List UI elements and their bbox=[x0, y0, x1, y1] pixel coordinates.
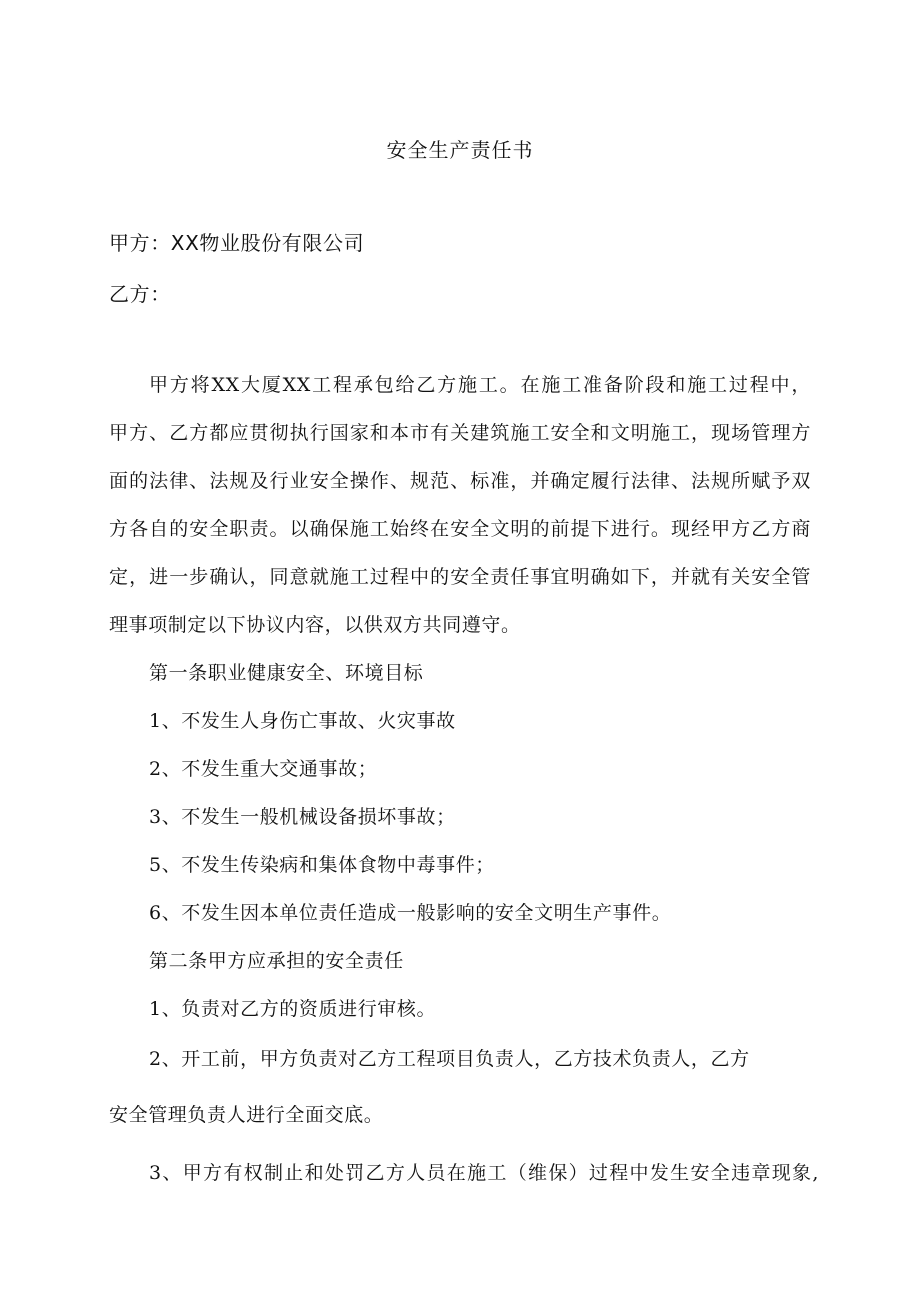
intro-line: 方各自的安全职责。以确保施工始终在安全文明的前提下进行。现经甲方乙方商 bbox=[109, 518, 811, 540]
article1-item: 1、不发生人身伤亡事故、火灾事故 bbox=[149, 710, 456, 732]
article1-item: 2、不发生重大交通事故； bbox=[149, 758, 378, 780]
intro-line: 面的法律、法规及行业安全操作、规范、标准，并确定履行法律、法规所赋予双 bbox=[109, 470, 811, 492]
party-a: 甲方：XX物业股份有限公司 bbox=[109, 231, 365, 255]
article1-title: 第一条职业健康安全、环境目标 bbox=[149, 662, 424, 684]
article1-item: 3、不发生一般机械设备损坏事故； bbox=[149, 806, 456, 828]
party-b: 乙方： bbox=[109, 282, 171, 306]
article2-title: 第二条甲方应承担的安全责任 bbox=[149, 950, 404, 972]
intro-line: 甲方、乙方都应贯彻执行国家和本市有关建筑施工安全和文明施工，现场管理方 bbox=[109, 422, 811, 444]
intro-line: 理事项制定以下协议内容，以供双方共同遵守。 bbox=[109, 614, 521, 636]
article2-item: 2、开工前，甲方负责对乙方工程项目负责人，乙方技术负责人，乙方 bbox=[149, 1048, 750, 1070]
article2-item-continued: 安全管理负责人进行全面交底。 bbox=[109, 1104, 384, 1126]
document-title: 安全生产责任书 bbox=[386, 138, 534, 162]
intro-line: 甲方将XX大厦XX工程承包给乙方施工。在施工准备阶段和施工过程中， bbox=[149, 374, 811, 396]
article2-item: 1、负责对乙方的资质进行审核。 bbox=[149, 998, 437, 1020]
intro-line: 定，进一步确认，同意就施工过程中的安全责任事宜明确如下，并就有关安全管 bbox=[109, 566, 811, 588]
article1-item: 5、不发生传染病和集体食物中毒事件； bbox=[149, 854, 495, 876]
article1-item: 6、不发生因本单位责任造成一般影响的安全文明生产事件。 bbox=[149, 902, 672, 924]
article2-item: 3、甲方有权制止和处罚乙方人员在施工（维保）过程中发生安全违章现象, bbox=[149, 1162, 819, 1184]
